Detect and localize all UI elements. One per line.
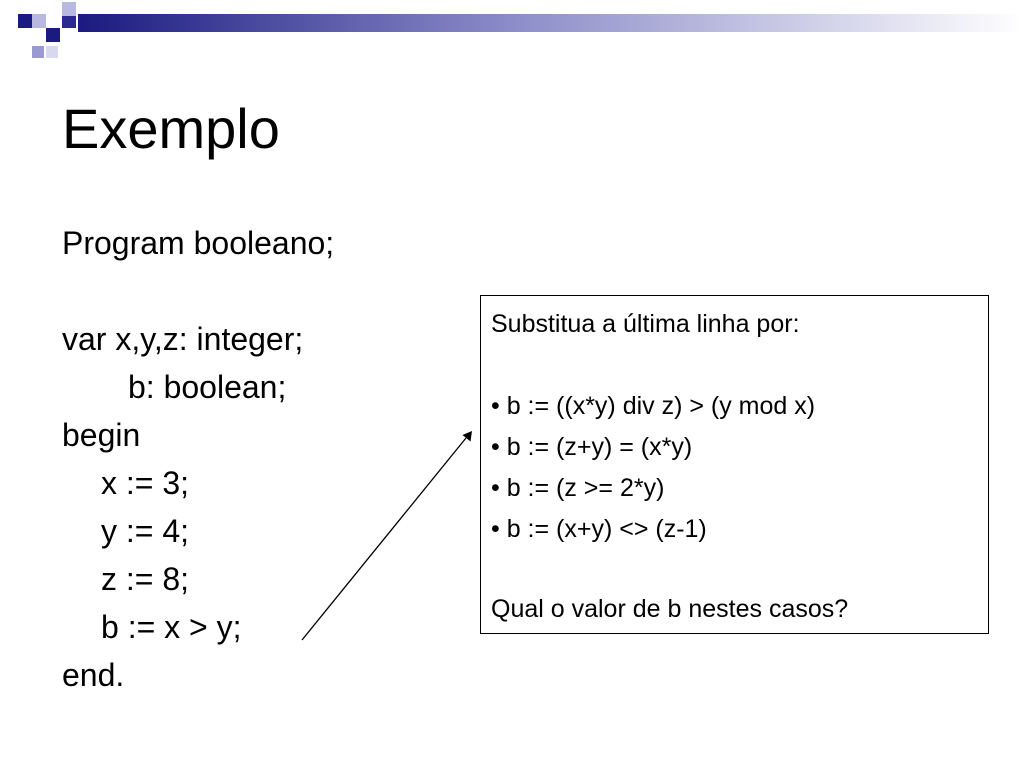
slide-title: Exemplo xyxy=(62,97,280,160)
exercise-bullet-4: • b := (x+y) <> (z-1) xyxy=(491,515,707,543)
code-line-program: Program booleano; xyxy=(62,225,335,261)
code-line-end: end. xyxy=(62,657,125,693)
exercise-question: Qual o valor de b nestes casos? xyxy=(491,595,849,623)
code-line-var: var x,y,z: integer; xyxy=(62,321,304,357)
code-line-boolean-decl: b: boolean; xyxy=(128,369,287,405)
code-line-assign-y: y := 4; xyxy=(101,513,190,549)
exercise-bullet-2: • b := (z+y) = (x*y) xyxy=(491,433,693,461)
exercise-heading: Substitua a última linha por: xyxy=(491,310,800,338)
code-line-assign-z: z := 8; xyxy=(101,561,190,597)
exercise-bullet-3: • b := (z >= 2*y) xyxy=(491,474,665,502)
exercise-box xyxy=(480,295,989,634)
code-line-assign-b: b := x > y; xyxy=(101,609,242,645)
exercise-bullet-1: • b := ((x*y) div z) > (y mod x) xyxy=(491,392,816,420)
code-line-assign-x: x := 3; xyxy=(101,465,190,501)
code-line-begin: begin xyxy=(62,417,141,453)
